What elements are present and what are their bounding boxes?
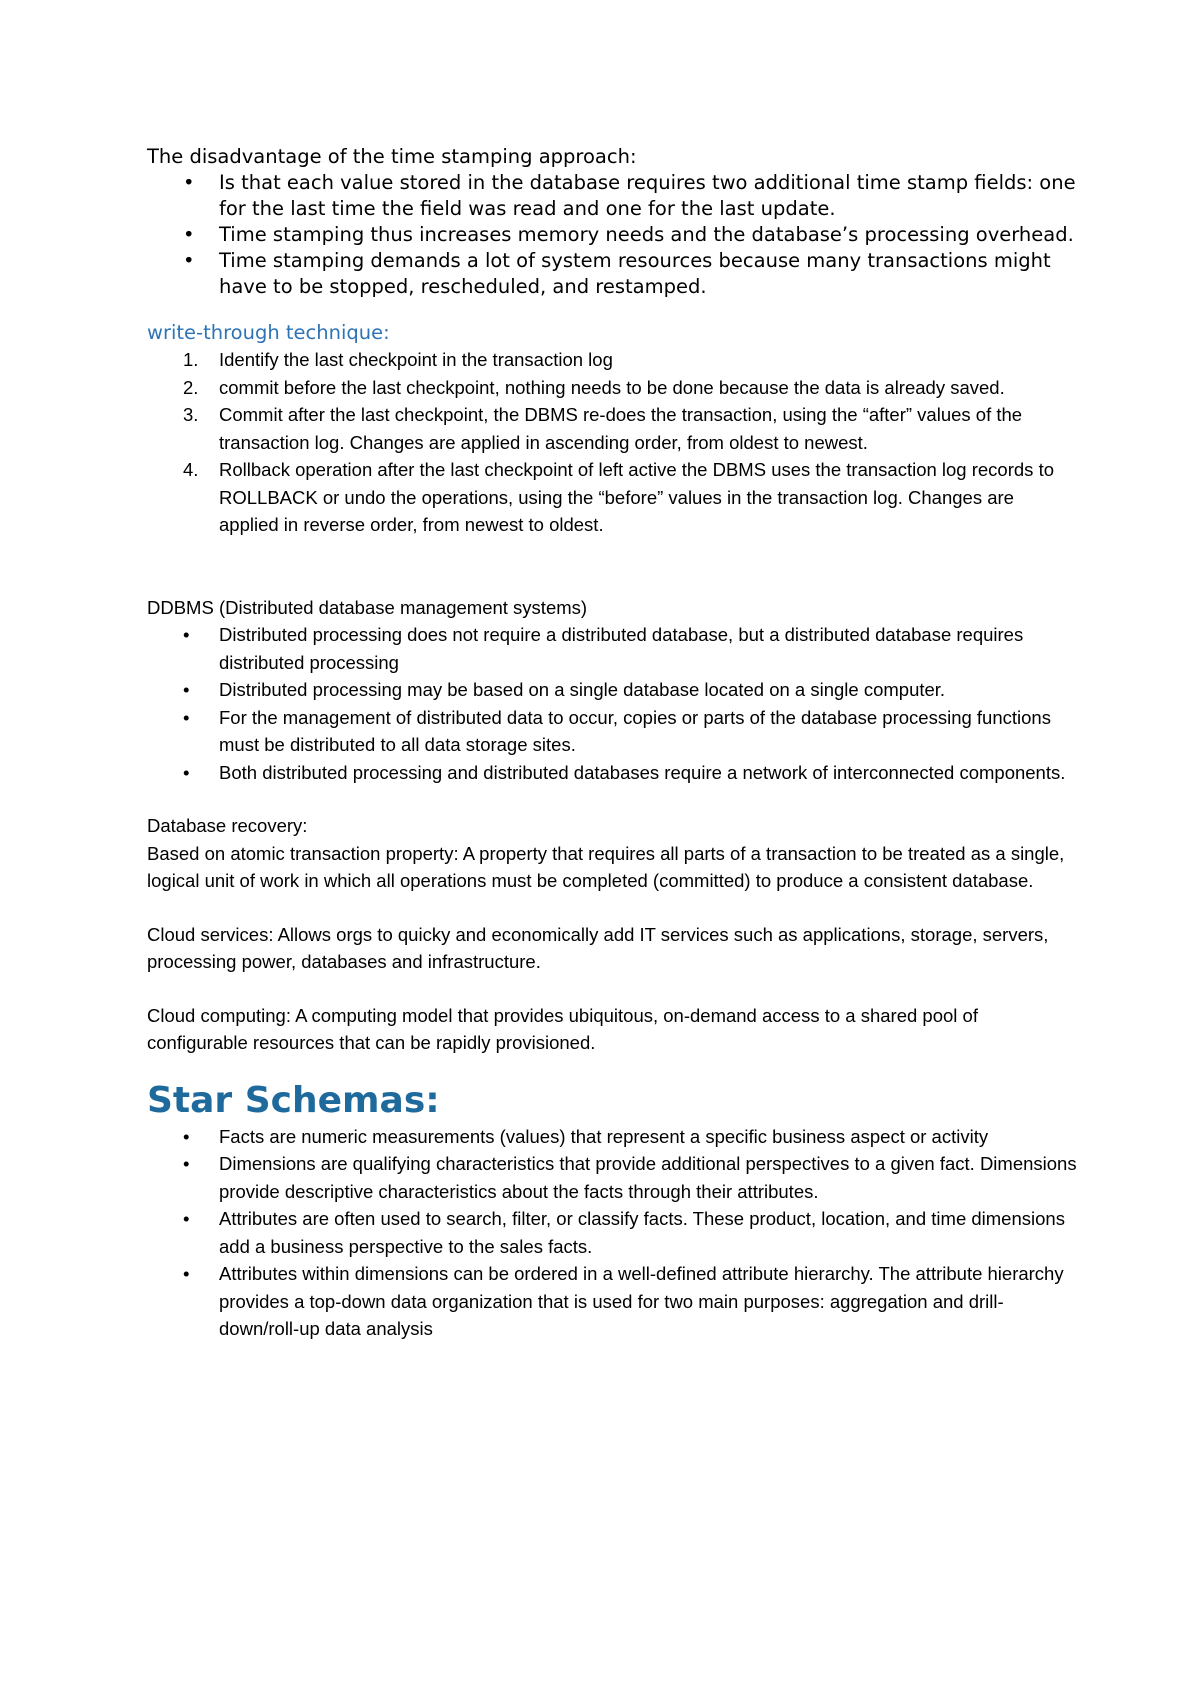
list-item bbox=[183, 401, 1077, 456]
list-item-text: Is that each value stored in the database requires two additional time stamp fields: one for the last time the field was read and one for the last update. bbox=[219, 171, 1076, 220]
star-schemas-list bbox=[147, 1123, 1077, 1343]
database-recovery-section bbox=[147, 812, 1077, 895]
database-recovery-text: Based on atomic transaction property: A property that requires all parts of a transaction to be treated as a single, logical unit of work in which all operations must be completed (committed) to produce a consistent database. bbox=[147, 842, 1065, 891]
bullet-icon: • bbox=[183, 679, 190, 700]
bullet-icon: • bbox=[183, 761, 190, 783]
list-number: 4. bbox=[183, 459, 199, 480]
list-item bbox=[183, 759, 1077, 787]
write-through-heading: write-through technique: bbox=[147, 321, 390, 344]
ddbms-list bbox=[147, 621, 1077, 786]
list-item bbox=[183, 1123, 1077, 1151]
list-item-text: Time stamping thus increases memory needs and the database’s processing overhead. bbox=[219, 223, 1074, 246]
ddbms-intro: DDBMS (Distributed database management systems) bbox=[147, 596, 588, 618]
bullet-icon: • bbox=[183, 171, 195, 194]
list-item bbox=[183, 1150, 1077, 1205]
time-stamping-list bbox=[147, 170, 1077, 300]
cloud-computing-text: Cloud computing: A computing model that provides ubiquitous, on-demand access to a shared pool of configurable resources that can be rapidly provisioned. bbox=[147, 1004, 978, 1053]
list-number: 1. bbox=[183, 349, 199, 370]
list-item bbox=[183, 170, 1077, 222]
list-number: 2. bbox=[183, 376, 199, 398]
list-item bbox=[183, 346, 1077, 374]
list-item bbox=[183, 374, 1077, 402]
time-stamping-intro: The disadvantage of the time stamping approach: bbox=[147, 145, 637, 168]
list-item-text: commit before the last checkpoint, nothing needs to be done because the data is already saved. bbox=[219, 376, 1005, 398]
list-item-text: Identify the last checkpoint in the transaction log bbox=[219, 349, 613, 370]
list-item-text: Attributes are often used to search, filter, or classify facts. These product, location, and time dimensions add a business perspective to the sales facts. bbox=[219, 1208, 1065, 1257]
list-item bbox=[183, 1260, 1077, 1343]
list-item-text: Rollback operation after the last checkpoint of left active the DBMS uses the transaction log records to ROLLBACK or undo the operations, using the “before” values in the transaction log. Changes are applied in reverse order, from newest to oldest. bbox=[219, 459, 1054, 535]
cloud-services-section bbox=[147, 921, 1077, 976]
cloud-services-text: Cloud services: Allows orgs to quicky and economically add IT services such as applications, storage, servers, processing power, databases and infrastructure. bbox=[147, 923, 1049, 972]
list-item-text: Commit after the last checkpoint, the DBMS re-does the transaction, using the “after” values of the transaction log. Changes are applied in ascending order, from oldest to newest. bbox=[219, 404, 1023, 453]
list-item bbox=[183, 222, 1077, 248]
bullet-icon: • bbox=[183, 706, 190, 728]
write-through-section bbox=[147, 320, 1077, 539]
list-item-text: Distributed processing does not require a distributed database, but a distributed database requires distributed processing bbox=[219, 624, 1024, 673]
list-item bbox=[183, 248, 1077, 300]
list-item-text: Attributes within dimensions can be ordered in a well-defined attribute hierarchy. The attribute hierarchy provides a top-down data organization that is used for two main purposes: aggregation and drill-down/roll-up data analysis bbox=[219, 1263, 1064, 1339]
list-item bbox=[183, 704, 1077, 759]
list-number: 3. bbox=[183, 404, 199, 425]
list-item bbox=[183, 456, 1077, 539]
bullet-icon: • bbox=[183, 223, 195, 246]
cloud-computing-section bbox=[147, 1002, 1077, 1057]
bullet-icon: • bbox=[183, 1263, 190, 1284]
bullet-icon: • bbox=[183, 624, 190, 645]
list-item bbox=[183, 676, 1077, 704]
ddbms-section bbox=[147, 594, 1077, 787]
write-through-list bbox=[147, 346, 1077, 539]
list-item bbox=[183, 1205, 1077, 1260]
list-item-text: Time stamping demands a lot of system resources because many transactions might have to be stopped, rescheduled, and restamped. bbox=[219, 249, 1051, 298]
list-item-text: For the management of distributed data to occur, copies or parts of the database processing functions must be distributed to all data storage sites. bbox=[219, 706, 1051, 755]
bullet-icon: • bbox=[183, 249, 195, 272]
star-schemas-heading: Star Schemas: bbox=[147, 1079, 440, 1121]
list-item-text: Dimensions are qualifying characteristics that provide additional perspectives to a given fact. Dimensions provide descriptive characteristics about the facts through their attributes. bbox=[219, 1153, 1077, 1202]
list-item-text: Both distributed processing and distributed databases require a network of interconnected components. bbox=[219, 761, 1066, 783]
document-content bbox=[147, 144, 1077, 1343]
list-item-text: Facts are numeric measurements (values) that represent a specific business aspect or activity bbox=[219, 1125, 989, 1147]
list-item bbox=[183, 621, 1077, 676]
bullet-icon: • bbox=[183, 1208, 190, 1229]
time-stamping-section bbox=[147, 144, 1077, 300]
bullet-icon: • bbox=[183, 1125, 190, 1147]
list-item-text: Distributed processing may be based on a single database located on a single computer. bbox=[219, 679, 946, 700]
bullet-icon: • bbox=[183, 1153, 190, 1174]
database-recovery-label: Database recovery: bbox=[147, 815, 308, 836]
star-schemas-section bbox=[147, 1079, 1077, 1343]
